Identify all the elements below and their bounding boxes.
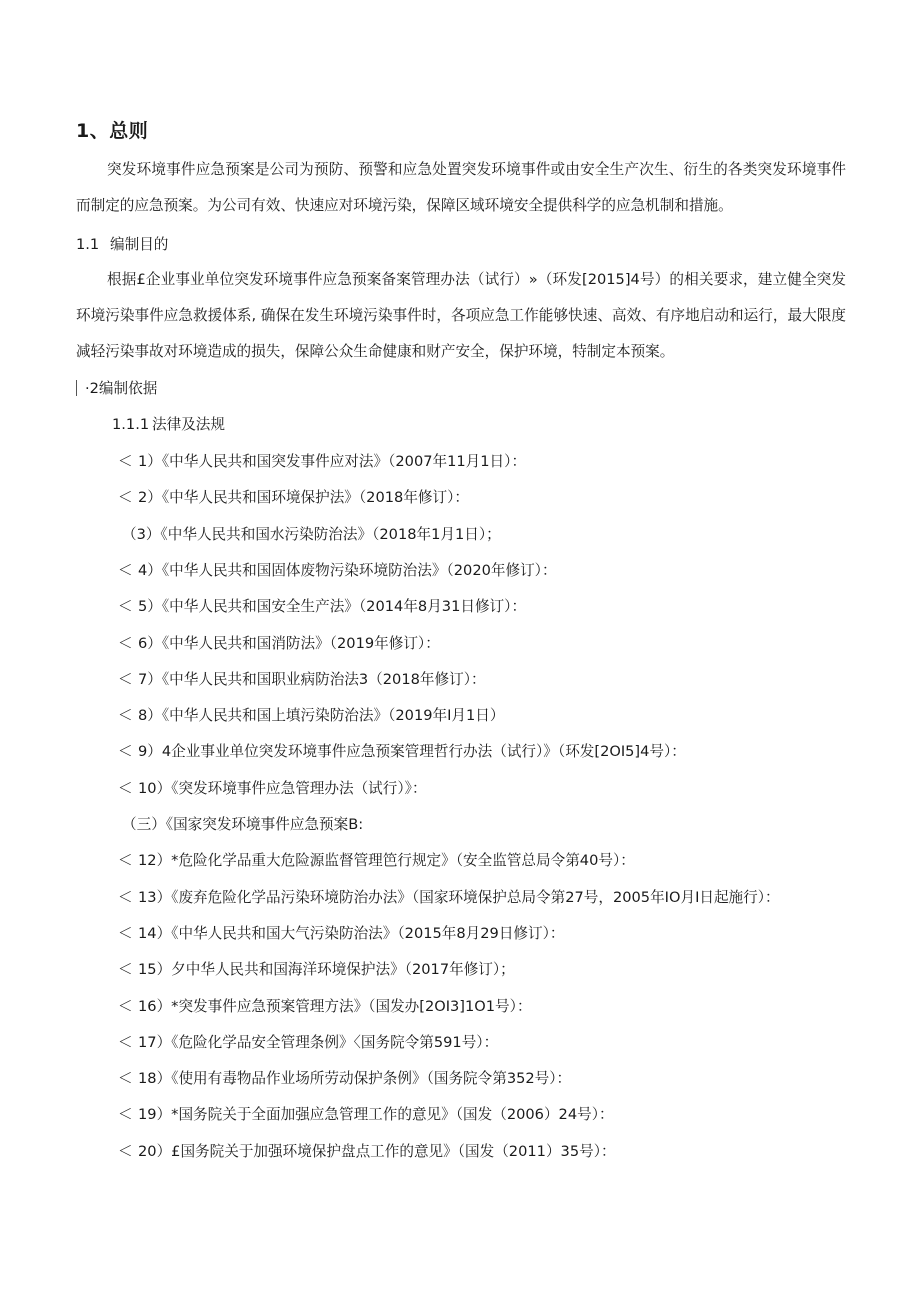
subsection-title: ·2编制依据 <box>85 380 158 397</box>
list-item <box>118 958 515 979</box>
list-item <box>118 886 780 907</box>
list-marker: ＜ <box>118 1106 133 1124</box>
list-item <box>122 813 363 834</box>
list-item-text: 5）《中华人民共和国安全生产法》（2014年8月31日修订）： <box>138 598 527 616</box>
list-marker: ＜ <box>118 1070 133 1088</box>
list-item-text: 15）夕中华人民共和国海洋环境保护法》（2017年修订）； <box>138 961 515 979</box>
subsection-title: 编制目的 <box>110 236 169 253</box>
list-marker: ＜ <box>118 888 133 906</box>
list-marker: ＜ <box>118 707 133 725</box>
list-marker: ＜ <box>118 561 133 579</box>
list-item <box>118 559 557 580</box>
subsection-number: 1.1.1 <box>112 416 150 433</box>
list-item <box>122 523 501 544</box>
list-marker: ＜ <box>118 997 133 1015</box>
list-item <box>118 1031 498 1052</box>
list-marker: ＜ <box>118 598 133 616</box>
subsection-number: 1.1 <box>76 236 100 253</box>
list-item <box>118 1067 571 1088</box>
list-marker: ＜ <box>118 779 133 797</box>
list-item-text: 18）《使用有毒物品作业场所劳动保护条例》（国务院令第352号）： <box>138 1070 572 1088</box>
list-item <box>118 849 635 870</box>
subsection-1-1-1-heading <box>112 413 225 434</box>
list-marker: ＜ <box>118 743 133 761</box>
list-item-text: 16）*突发事件应急预案管理方法》（国发办[2OI3]1O1号）： <box>138 997 532 1015</box>
list-item-text: 1）《中华人民共和国突发事件应对法》（2007年11月1日）： <box>138 453 527 470</box>
list-marker: ＜ <box>118 852 133 870</box>
list-item <box>118 1103 614 1124</box>
list-item-text: 4）《中华人民共和国固体废物污染环境防治法》（2020年修订）： <box>138 561 557 579</box>
subsection-title: 法律及法规 <box>152 416 225 433</box>
list-marker: ＜ <box>118 1142 133 1160</box>
list-marker: ＜ <box>118 670 133 688</box>
list-item-text: （3）《中华人民共和国水污染防治法》（2018年1月1日）； <box>122 525 501 543</box>
list-item-text: 19）*国务院关于全面加强应急管理工作的意见》（国发（2006）24号）： <box>138 1106 614 1124</box>
list-item-text: 7）《中华人民共和国职业病防治法3（2018年修订）： <box>138 670 486 688</box>
list-marker: ＜ <box>118 489 133 507</box>
list-item-text: （三）《国家突发环境事件应急预案B: <box>122 816 364 833</box>
list-item <box>118 995 532 1016</box>
purpose-paragraph: 根据£企业事业单位突发环境事件应急预案备案管理办法（试行）»（环发[2015]4号）的相关要求，建立健全突发环境污染事件应急救援体系, 确保在发生环境污染事件时，各项应急工作能够快速、高效、有序地启动和运行，最大限度减轻污染事故对环境造成的损失，保障公众生命健康和财产安全，保护环境，特制定本预案。 <box>76 271 846 360</box>
list-item <box>118 922 565 943</box>
list-item-text: 9）4企业事业单位突发环境事件应急预案管理哲行办法（试行）》（环发[2OI5]4号）： <box>138 743 686 761</box>
list-marker: ＜ <box>118 961 133 979</box>
list-item <box>118 1140 616 1161</box>
list-marker: ＜ <box>118 1033 133 1051</box>
list-item <box>118 632 440 653</box>
section-heading: 1、总则 <box>76 120 149 142</box>
list-item <box>118 777 427 798</box>
list-item-text: 13）《废弃危险化学品污染环境防治办法》（国家环境保护总局令第27号，2005年IO月I日起施行）： <box>138 888 780 906</box>
list-marker: ＜ <box>118 634 133 652</box>
list-item <box>118 668 486 689</box>
list-item-text: 8）《中华人民共和国上填污染防治法》（2019年I月1日） <box>138 707 505 725</box>
list-item <box>118 704 504 725</box>
intro-paragraph: 突发环境事件应急预案是公司为预防、预警和应急处置突发环境事件或由安全生产次生、衍生的各类突发环境事件而制定的应急预案。为公司有效、快速应对环境污染，保障区域环境安全提供科学的应急机制和措施。 <box>76 161 846 214</box>
list-item-text: 10）《突发环境事件应急管理办法（试行）》： <box>138 779 427 797</box>
list-item <box>118 740 686 761</box>
list-item-text: 6）《中华人民共和国消防法》（2019年修订）： <box>138 634 440 652</box>
subsection-1-1-heading <box>76 233 168 254</box>
list-item <box>118 450 526 471</box>
subsection-1-2-heading <box>76 377 157 398</box>
list-item-text: 20）£国务院关于加强环境保护盘点工作的意见》（国发（2011）35号）： <box>138 1142 616 1160</box>
list-item-text: 14）《中华人民共和国大气污染防治法》（2015年8月29日修订）： <box>138 924 565 942</box>
list-marker: ＜ <box>118 924 133 942</box>
list-item-text: 2）《中华人民共和国环境保护法》（2018年修订）： <box>138 489 469 507</box>
margin-bar <box>76 380 77 396</box>
list-item <box>118 486 469 507</box>
list-item-text: 12）*危险化学品重大危险源监督管理笆行规定》（安全监管总局令第40号）： <box>138 852 635 870</box>
list-item <box>118 595 526 616</box>
list-marker: ＜ <box>118 453 133 470</box>
list-item-text: 17）《危险化学品安全管理条例》〈国务院令第591号）： <box>138 1033 499 1051</box>
